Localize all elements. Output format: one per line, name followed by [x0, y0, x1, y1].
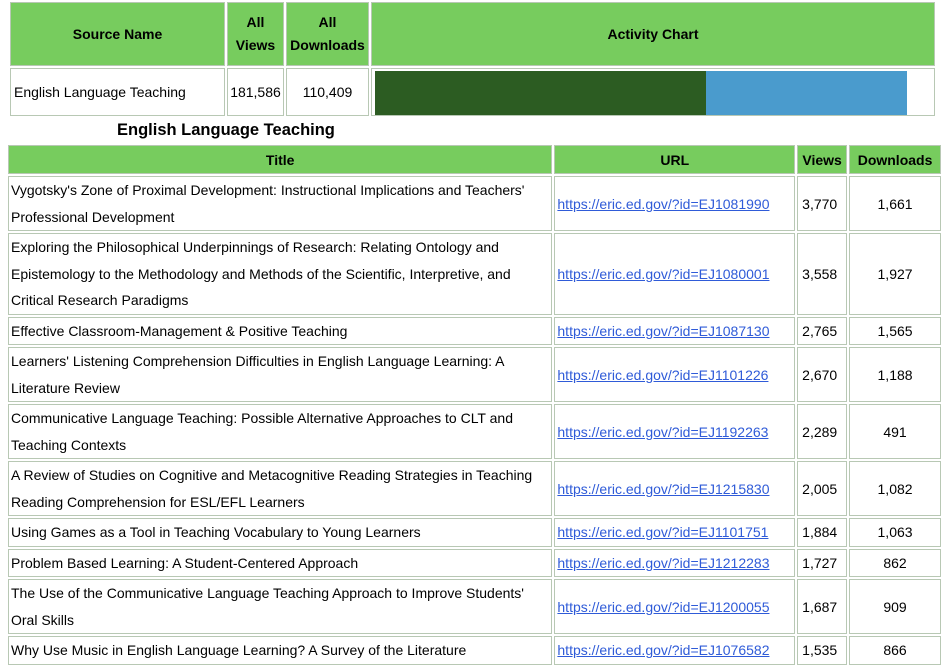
table-row [8, 176, 941, 231]
row-url-cell [554, 579, 795, 634]
table-row [8, 347, 941, 402]
row-url-cell [554, 317, 795, 346]
row-title: Why Use Music in English Language Learning? A Survey of the Literature [8, 636, 552, 665]
row-views: 1,535 [797, 636, 847, 665]
row-downloads: 909 [849, 579, 941, 634]
row-url-link[interactable]: https://eric.ed.gov/?id=EJ1101226 [557, 366, 769, 383]
table-row [8, 549, 941, 578]
row-views: 2,670 [797, 347, 847, 402]
row-downloads: 1,565 [849, 317, 941, 346]
row-views: 1,884 [797, 518, 847, 547]
row-title: Problem Based Learning: A Student-Centered Approach [8, 549, 552, 578]
row-url-cell [554, 549, 795, 578]
row-url-cell [554, 518, 795, 547]
row-views: 2,289 [797, 404, 847, 459]
row-title: Communicative Language Teaching: Possible Alternative Approaches to CLT and Teaching Contexts [8, 404, 552, 459]
table-row [8, 404, 941, 459]
activity-chart [375, 71, 907, 115]
row-title: A Review of Studies on Cognitive and Metacognitive Reading Strategies in Teaching Reading Comprehension for ESL/EFL Learners [8, 461, 552, 516]
header-all-downloads-line2: Downloads [290, 37, 365, 53]
table-row [8, 579, 941, 634]
activity-bar-downloads [706, 71, 907, 115]
row-url-link[interactable]: https://eric.ed.gov/?id=EJ1080001 [557, 265, 770, 282]
row-url-cell [554, 404, 795, 459]
row-title: Vygotsky's Zone of Proximal Development: Instructional Implications and Teachers' Professional Development [8, 176, 552, 231]
header-url: URL [554, 145, 795, 174]
row-url-link[interactable]: https://eric.ed.gov/?id=EJ1192263 [557, 423, 769, 440]
row-views: 3,770 [797, 176, 847, 231]
detail-table [6, 143, 943, 667]
row-downloads: 1,927 [849, 233, 941, 315]
row-downloads: 1,082 [849, 461, 941, 516]
row-url-cell [554, 347, 795, 402]
summary-downloads: 110,409 [286, 68, 369, 116]
row-url-link[interactable]: https://eric.ed.gov/?id=EJ1081990 [557, 195, 770, 212]
row-title: The Use of the Communicative Language Teaching Approach to Improve Students' Oral Skills [8, 579, 552, 634]
row-url-cell [554, 636, 795, 665]
row-url-link[interactable]: https://eric.ed.gov/?id=EJ1076582 [557, 642, 770, 659]
header-all-views-line1: All [246, 14, 265, 30]
header-all-downloads [286, 2, 369, 66]
header-all-downloads-line1: All [318, 14, 337, 30]
summary-source-name: English Language Teaching [10, 68, 225, 116]
row-views: 3,558 [797, 233, 847, 315]
detail-body [8, 176, 941, 665]
row-views: 2,005 [797, 461, 847, 516]
summary-row [10, 68, 935, 116]
activity-bar-views [375, 71, 706, 115]
header-views: Views [797, 145, 847, 174]
summary-header-row [10, 2, 935, 66]
header-activity-chart: Activity Chart [371, 2, 935, 66]
header-source-name: Source Name [10, 2, 225, 66]
table-row [8, 518, 941, 547]
row-title: Learners' Listening Comprehension Difficulties in English Language Learning: A Literature Review [8, 347, 552, 402]
row-views: 1,727 [797, 549, 847, 578]
table-row [8, 461, 941, 516]
row-views: 2,765 [797, 317, 847, 346]
row-url-link[interactable]: https://eric.ed.gov/?id=EJ1200055 [557, 598, 770, 615]
row-downloads: 1,063 [849, 518, 941, 547]
row-downloads: 1,188 [849, 347, 941, 402]
header-all-views [227, 2, 284, 66]
detail-heading: English Language Teaching [117, 121, 335, 139]
row-downloads: 1,661 [849, 176, 941, 231]
row-title: Exploring the Philosophical Underpinnings of Research: Relating Ontology and Epistemology to the Methodology and Methods of the Scientific, Interpretive, and Critical Research Paradigms [8, 233, 552, 315]
row-downloads: 491 [849, 404, 941, 459]
row-url-cell [554, 176, 795, 231]
row-url-link[interactable]: https://eric.ed.gov/?id=EJ1101751 [557, 524, 769, 541]
table-row [8, 317, 941, 346]
table-row [8, 636, 941, 665]
row-downloads: 866 [849, 636, 941, 665]
row-title: Effective Classroom-Management & Positive Teaching [8, 317, 552, 346]
row-downloads: 862 [849, 549, 941, 578]
header-title: Title [8, 145, 552, 174]
detail-header-row [8, 145, 941, 174]
row-url-cell [554, 233, 795, 315]
row-url-link[interactable]: https://eric.ed.gov/?id=EJ1087130 [557, 322, 770, 339]
header-all-views-line2: Views [235, 37, 276, 53]
row-url-link[interactable]: https://eric.ed.gov/?id=EJ1215830 [557, 480, 770, 497]
summary-views: 181,586 [227, 68, 284, 116]
row-url-link[interactable]: https://eric.ed.gov/?id=EJ1212283 [557, 554, 770, 571]
header-downloads: Downloads [849, 145, 941, 174]
row-views: 1,687 [797, 579, 847, 634]
activity-chart-cell [371, 68, 935, 116]
row-title: Using Games as a Tool in Teaching Vocabulary to Young Learners [8, 518, 552, 547]
summary-table [8, 0, 937, 118]
table-row [8, 233, 941, 315]
row-url-cell [554, 461, 795, 516]
